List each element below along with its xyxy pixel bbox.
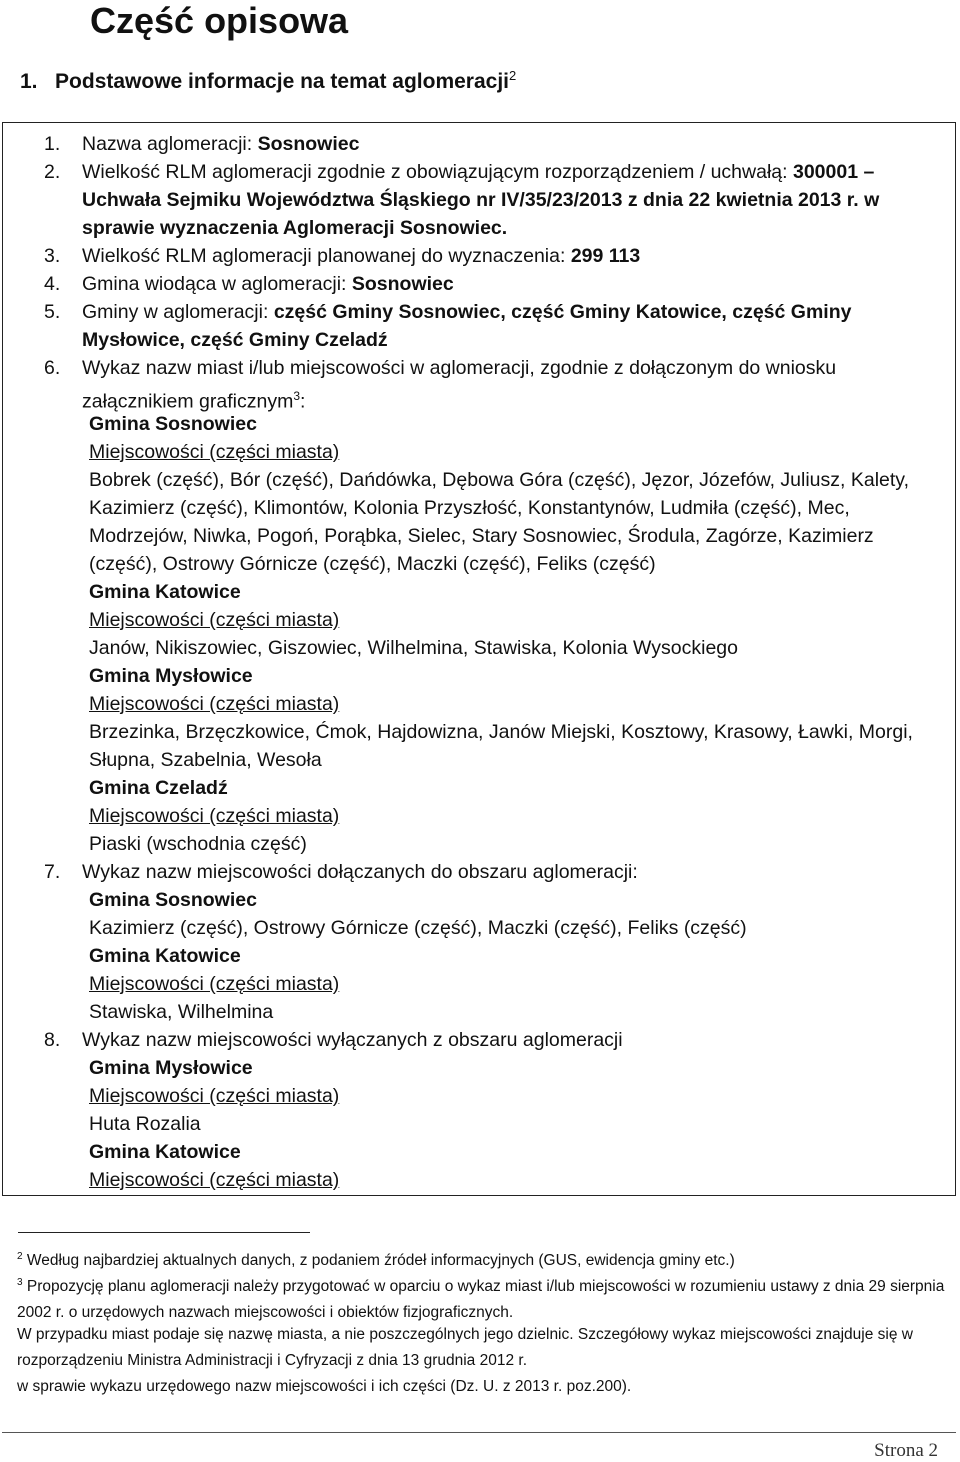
item-number: 7. [44,861,61,883]
gmina-heading: Gmina Czeladź [89,777,228,799]
item-label: Gminy w aglomeracji: [82,301,269,323]
item-label: Wykaz nazw miast i/lub miejscowości w aglomeracji, zgodnie z dołączonym do wniosku załącznikiem graficznym [82,357,837,413]
footnote-separator [18,1232,310,1233]
localities-subheading: Miejscowości (części miasta) [89,973,340,995]
item-number: 2. [44,161,61,183]
footnote-ref-3: 3 [293,389,300,403]
item-value: 299 113 [570,245,641,267]
item-label: Wielkość RLM aglomeracji zgodnie z obowiązującym rozporządzeniem / uchwałą: [82,161,788,183]
item-label: Wielkość RLM aglomeracji planowanej do wyznaczenia: [82,245,566,267]
footnote-marker: 3 [17,1277,23,1288]
page-number: Strona 2 [874,1440,938,1461]
gmina-heading: Gmina Mysłowice [89,665,253,687]
item-number: 8. [44,1029,61,1051]
footnote-text: w sprawie wykazu urzędowego nazw miejscowości i ich części (Dz. U. z 2013 r. poz.200). [17,1378,632,1395]
section-heading [20,68,516,94]
footnote-ref-2: 2 [509,68,517,83]
gmina-heading: Gmina Katowice [89,945,241,967]
item-number: 1. [44,133,61,155]
gmina-heading: Gmina Katowice [89,581,241,603]
localities-text: Bobrek (część), Bór (część), Dańdówka, Dębowa Góra (część), Jęzor, Józefów, Juliusz, Kalety, Kazimierz (część), Klimontów, Kolonia Przyszłość, Konstantynów, Ludmiła (część), Mec, Modrzejów, Niwka, Pogoń, Porąbka, Sielec, Stary Sosnowiec, Środula, Zagórze, Kazimierz (część), Ostrowy Górnicze (część), Maczki (część), Feliks (część) [89,469,910,575]
localities-subheading: Miejscowości (części miasta) [89,609,340,631]
item-value: część Gminy Sosnowiec, część Gminy Katowice, część Gminy Mysłowice, część Gminy Czeladź [82,301,852,351]
localities-text: Piaski (wschodnia część) [89,833,307,855]
localities-text: Janów, Nikiszowiec, Giszowiec, Wilhelmina, Stawiska, Kolonia Wysockiego [89,637,738,659]
item-number: 4. [44,273,61,295]
footnote-marker: 2 [17,1251,23,1262]
localities-subheading: Miejscowości (części miasta) [89,805,340,827]
footnote-text: Propozycję planu aglomeracji należy przygotować w oparciu o wykaz miast i/lub miejscowości w rozumieniu ustawy z dnia 29 sierpnia 2002 r. o urzędowych nazwach miejscowości i obiektów fizjograficznych. [17,1278,945,1322]
section-title: Podstawowe informacje na temat aglomeracji [55,70,510,93]
item-label: Nazwa aglomeracji: [82,133,253,155]
localities-subheading: Miejscowości (części miasta) [89,441,340,463]
footnote-text: W przypadku miast podaje się nazwę miasta, a nie poszczególnych jego dzielnic. Szczegółowy wykaz miejscowości znajduje się w rozporządzeniu Ministra Administracji i Cyfryzacji z dnia 13 grudnia 2012 r. [17,1326,913,1369]
footer-separator [2,1432,956,1433]
gmina-heading: Gmina Katowice [89,1141,241,1163]
localities-subheading: Miejscowości (części miasta) [89,1085,340,1107]
item-label-tail: : [300,390,306,413]
item-number: 6. [44,357,61,379]
localities-text: Huta Rozalia [89,1113,201,1135]
localities-list [89,466,944,578]
item-value: Sosnowiec [257,133,360,155]
footnote-text: Według najbardziej aktualnych danych, z podaniem źródeł informacyjnych (GUS, ewidencja gminy etc.) [26,1252,735,1270]
localities-list [89,718,944,774]
page-title: Część opisowa [90,0,349,41]
localities-subheading: Miejscowości (części miasta) [89,693,340,715]
item-number: 3. [44,245,61,267]
localities-text: Brzezinka, Brzęczkowice, Ćmok, Hajdowizna, Janów Miejski, Kosztowy, Krasowy, Ławki, Morgi, Słupna, Szabelnia, Wesoła [89,721,913,771]
localities-text: Kazimierz (część), Ostrowy Górnicze (część), Maczki (część), Feliks (część) [89,917,747,939]
section-number: 1. [20,70,38,93]
item-number: 5. [44,301,61,323]
gmina-heading: Gmina Sosnowiec [89,889,257,911]
localities-text: Stawiska, Wilhelmina [89,1001,274,1023]
item-value: Sosnowiec [351,273,454,295]
footnote-3-continued [17,1322,947,1374]
item-label: Wykaz nazw miejscowości dołączanych do obszaru aglomeracji: [82,861,638,883]
gmina-heading: Gmina Sosnowiec [89,413,257,435]
gmina-heading: Gmina Mysłowice [89,1057,253,1079]
item-label: Gmina wiodąca w aglomeracji: [82,273,347,295]
footnote-3-continued [17,1374,947,1400]
footnote-3 [17,1270,947,1326]
localities-subheading: Miejscowości (części miasta) [89,1169,340,1191]
item-label: Wykaz nazw miejscowości wyłączanych z obszaru aglomeracji [82,1029,623,1051]
item-value: 300001 – Uchwała Sejmiku Województwa Śląskiego nr IV/35/23/2013 z dnia 22 kwietnia 2013 r. w sprawie wyznaczenia Aglomeracji Sosnowiec. [82,161,880,239]
